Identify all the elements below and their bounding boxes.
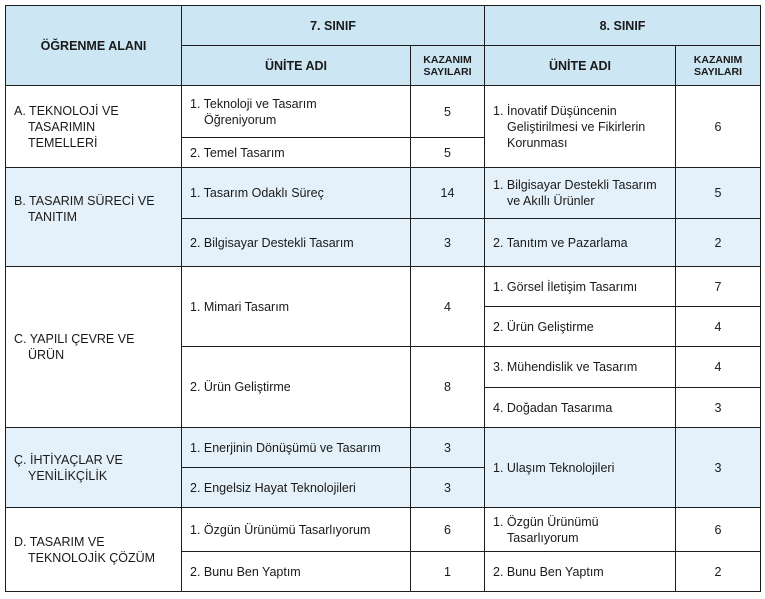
count-cell-grade8: 3 [676, 388, 761, 428]
unit-cell-grade8 [485, 86, 676, 168]
unit-cell-grade7 [182, 428, 411, 468]
count-cell-grade7: 14 [411, 168, 485, 219]
unit-cell-grade8 [485, 219, 676, 267]
unit-line: Öğreniyorum [204, 112, 277, 127]
unit-cell-grade7 [182, 86, 411, 138]
table-row [6, 168, 761, 219]
unit-line: 1. Teknoloji ve Tasarım [190, 96, 317, 111]
unit-line: 3. Mühendislik ve Tasarım [493, 360, 638, 374]
count-cell-grade8: 4 [676, 307, 761, 347]
unit-cell-grade8 [485, 428, 676, 508]
unit-line: 2. Ürün Geliştirme [493, 319, 594, 334]
header-unit-grade8: ÜNİTE ADI [485, 46, 676, 86]
unit-cell-grade8 [485, 388, 676, 428]
table-row [6, 267, 761, 307]
header-grade8: 8. SINIF [485, 6, 761, 46]
header-row-top [6, 6, 761, 46]
unit-line: 2. Tanıtım ve Pazarlama [493, 235, 628, 250]
table-row [6, 428, 761, 468]
area-name-line: TANITIM [28, 210, 78, 224]
table-row [6, 86, 761, 138]
area-name-line: TASARIMIN [28, 119, 96, 134]
area-name-line: B. TASARIM SÜRECİ VE [14, 194, 155, 208]
area-cell-b [6, 168, 182, 267]
unit-line: 1. Ulaşım Teknolojileri [493, 460, 615, 475]
count-cell-grade8: 4 [676, 347, 761, 388]
table-row [6, 508, 761, 552]
count-cell-grade7: 3 [411, 219, 485, 267]
unit-cell-grade8 [485, 347, 676, 388]
area-cell-c-cedilla [6, 428, 182, 508]
area-name-line: D. TASARIM VE [14, 534, 105, 549]
header-count-line1: KAZANIM [423, 53, 472, 66]
unit-line: 2. Bilgisayar Destekli Tasarım [190, 235, 354, 250]
area-name-line: C. YAPILI ÇEVRE VE [14, 332, 135, 346]
unit-line: 2. Bunu Ben Yaptım [493, 564, 604, 579]
unit-line: 1. Tasarım Odaklı Süreç [190, 186, 324, 200]
unit-cell-grade8 [485, 508, 676, 552]
unit-line: Tasarlıyorum [507, 530, 579, 545]
area-name-line: A. TEKNOLOJİ VE [14, 103, 119, 118]
unit-line: 2. Ürün Geliştirme [190, 380, 291, 394]
unit-cell-grade8 [485, 307, 676, 347]
area-cell-c [6, 267, 182, 428]
area-name-line: TEKNOLOJİK ÇÖZÜM [28, 550, 156, 565]
unit-line: 1. Mimari Tasarım [190, 299, 290, 314]
area-name-line: YENİLİKÇİLİK [28, 468, 108, 483]
count-cell-grade7: 3 [411, 428, 485, 468]
unit-line: 1. Bilgisayar Destekli Tasarım [493, 178, 657, 192]
count-cell-grade7: 1 [411, 552, 485, 592]
unit-line: 1. Özgün Ürünümü Tasarlıyorum [190, 522, 371, 537]
area-cell-a [6, 86, 182, 168]
count-cell-grade8: 2 [676, 552, 761, 592]
unit-line: 2. Bunu Ben Yaptım [190, 564, 301, 579]
count-cell-grade7: 3 [411, 468, 485, 508]
unit-line: Korunması [507, 135, 568, 150]
count-cell-grade7: 5 [411, 86, 485, 138]
area-name-line: Ç. İHTİYAÇLAR VE [14, 452, 123, 467]
unit-line: Geliştirilmesi ve Fikirlerin [507, 119, 646, 134]
unit-line: 1. Özgün Ürünümü [493, 514, 599, 529]
count-cell-grade8: 3 [676, 428, 761, 508]
unit-line: 2. Temel Tasarım [190, 145, 285, 160]
unit-cell-grade8 [485, 168, 676, 219]
unit-line: ve Akıllı Ürünler [507, 194, 595, 208]
header-area: ÖĞRENME ALANI [6, 6, 182, 86]
header-count-line1: KAZANIM [693, 53, 743, 66]
unit-cell-grade8 [485, 552, 676, 592]
unit-line: 1. Görsel İletişim Tasarımı [493, 279, 638, 294]
header-count-line2: SAYILARI [693, 65, 743, 78]
count-cell-grade7: 5 [411, 138, 485, 168]
area-cell-d [6, 508, 182, 592]
unit-cell-grade7 [182, 552, 411, 592]
count-cell-grade7: 4 [411, 267, 485, 347]
unit-line: 1. İnovatif Düşüncenin [493, 103, 617, 118]
area-name-line: ÜRÜN [28, 348, 65, 362]
unit-cell-grade7 [182, 468, 411, 508]
unit-cell-grade7 [182, 508, 411, 552]
header-unit-grade7: ÜNİTE ADI [182, 46, 411, 86]
count-cell-grade7: 6 [411, 508, 485, 552]
unit-line: 4. Doğadan Tasarıma [493, 400, 613, 415]
unit-cell-grade8 [485, 267, 676, 307]
header-count-grade8 [676, 46, 761, 86]
unit-cell-grade7 [182, 347, 411, 428]
unit-cell-grade7 [182, 267, 411, 347]
unit-cell-grade7 [182, 219, 411, 267]
count-cell-grade8: 2 [676, 219, 761, 267]
count-cell-grade7: 8 [411, 347, 485, 428]
curriculum-table [5, 5, 761, 592]
header-grade7: 7. SINIF [182, 6, 485, 46]
count-cell-grade8: 5 [676, 168, 761, 219]
unit-line: 1. Enerjinin Dönüşümü ve Tasarım [190, 440, 381, 455]
unit-cell-grade7 [182, 168, 411, 219]
unit-cell-grade7 [182, 138, 411, 168]
header-count-line2: SAYILARI [423, 65, 472, 78]
count-cell-grade8: 6 [676, 508, 761, 552]
area-name-line: TEMELLERİ [28, 135, 98, 150]
header-count-grade7 [411, 46, 485, 86]
count-cell-grade8: 6 [676, 86, 761, 168]
count-cell-grade8: 7 [676, 267, 761, 307]
unit-line: 2. Engelsiz Hayat Teknolojileri [190, 480, 356, 495]
